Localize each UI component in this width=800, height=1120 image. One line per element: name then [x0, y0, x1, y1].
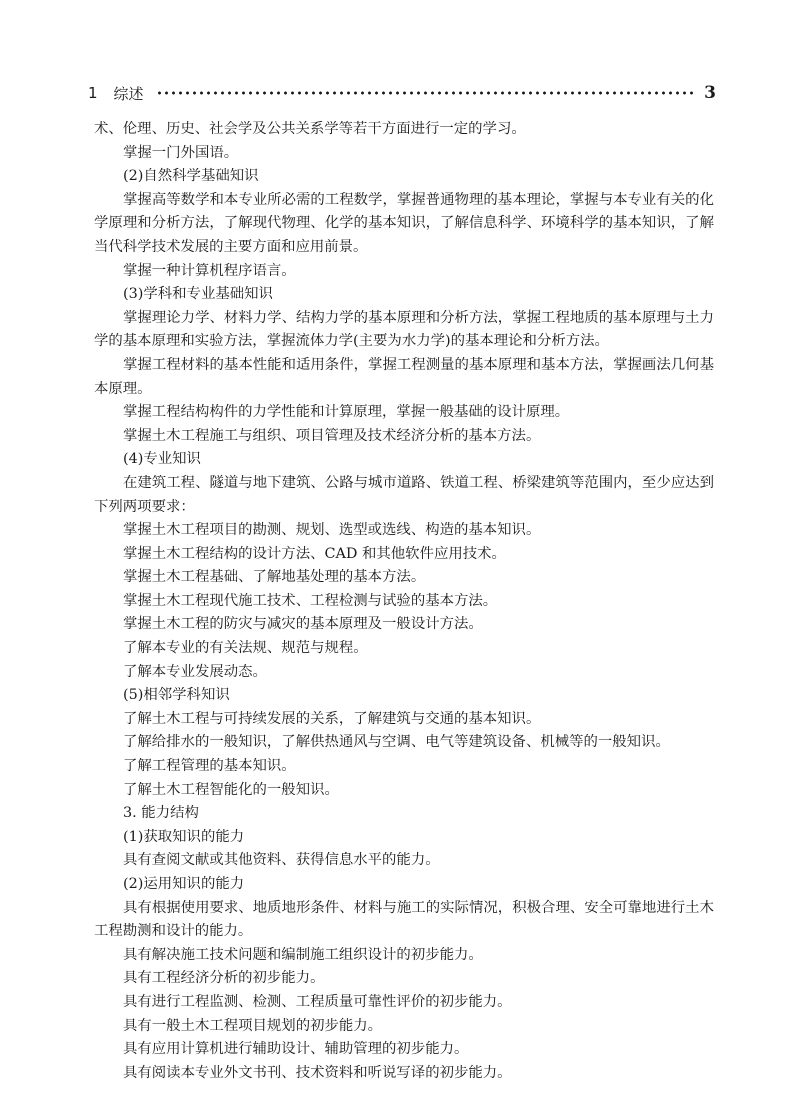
paragraph: 掌握一种计算机程序语言。	[123, 262, 296, 279]
paragraph: 了解土木工程与可持续发展的关系，了解建筑与交通的基本知识。	[123, 710, 541, 727]
paragraph: (3)学科和专业基础知识	[123, 286, 273, 303]
paragraph: (5)相邻学科知识	[123, 687, 230, 704]
paragraph: 具有阅读本专业外文书刊、技术资料和听说写译的初步能力。	[123, 1064, 512, 1081]
paragraph: (2)自然科学基础知识	[123, 168, 259, 185]
paragraph: 具有工程经济分析的初步能力。	[123, 970, 325, 987]
paragraph: 掌握土木工程基础、了解地基处理的基本方法。	[123, 569, 426, 586]
paragraph: 掌握高等数学和本专业所必需的工程数学，掌握普通物理的基本理论，掌握与本专业有关的化学原理和分析方法，了解现代物理、化学的基本知识，了解信息科学、环境科学的基本知识，了解当代科学技术发展的主要方面和应用前景。	[94, 191, 714, 255]
paragraph: 掌握工程结构构件的力学性能和计算原理，掌握一般基础的设计原理。	[123, 404, 570, 421]
chapter-number: 1	[88, 84, 98, 102]
page-number: 3	[704, 83, 716, 103]
page-body	[94, 118, 714, 1085]
paragraph: 掌握土木工程的防灾与减灾的基本原理及一般设计方法。	[123, 616, 483, 633]
paragraph: (4)专业知识	[123, 451, 201, 468]
paragraph: 术、伦理、历史、社会学及公共关系学等若干方面进行一定的学习。	[94, 121, 526, 137]
running-header	[88, 80, 716, 106]
paragraph: 掌握理论力学、材料力学、结构力学的基本原理和分析方法，掌握工程地质的基本原理与土力学的基本原理和实验方法，掌握流体力学(主要为水力学)的基本理论和分析方法。	[94, 309, 714, 350]
paragraph: 掌握土木工程项目的勘测、规划、选型或选线、构造的基本知识。	[123, 522, 541, 539]
paragraph: 掌握土木工程施工与组织、项目管理及技术经济分析的基本方法。	[123, 427, 541, 444]
paragraph: 具有一般土木工程项目规划的初步能力。	[123, 1017, 383, 1034]
paragraph: 了解土木工程智能化的一般知识。	[123, 781, 339, 798]
paragraph: 具有应用计算机进行辅助设计、辅助管理的初步能力。	[123, 1041, 469, 1058]
paragraph: 掌握工程材料的基本性能和适用条件，掌握工程测量的基本原理和基本方法，掌握画法几何基本原理。	[94, 356, 714, 397]
paragraph: (1)获取知识的能力	[123, 828, 245, 845]
dotted-leader	[156, 89, 697, 97]
paragraph: 了解本专业发展动态。	[123, 663, 267, 680]
paragraph: 掌握土木工程现代施工技术、工程检测与试验的基本方法。	[123, 592, 498, 609]
paragraph: 在建筑工程、隧道与地下建筑、公路与城市道路、铁道工程、桥梁建筑等范围内，至少应达到下列两项要求：	[94, 474, 714, 515]
paragraph: 具有解决施工技术问题和编制施工组织设计的初步能力。	[123, 946, 483, 963]
paragraph: 具有查阅文献或其他资料、获得信息水平的能力。	[123, 852, 440, 869]
paragraph: 了解本专业的有关法规、规范与规程。	[123, 640, 368, 657]
paragraph: 具有进行工程监测、检测、工程质量可靠性评价的初步能力。	[123, 993, 512, 1010]
paragraph: 掌握土木工程结构的设计方法、CAD 和其他软件应用技术。	[123, 545, 506, 562]
paragraph: 了解给排水的一般知识，了解供热通风与空调、电气等建筑设备、机械等的一般知识。	[123, 734, 670, 751]
paragraph: 掌握一门外国语。	[123, 144, 239, 161]
paragraph: (2)运用知识的能力	[123, 876, 245, 892]
paragraph: 具有根据使用要求、地质地形条件、材料与施工的实际情况，积极合理、安全可靠地进行土木工程勘测和设计的能力。	[94, 899, 714, 940]
paragraph: 3. 能力结构	[123, 805, 199, 822]
paragraph: 了解工程管理的基本知识。	[123, 758, 296, 775]
chapter-title: 综述	[113, 84, 144, 103]
